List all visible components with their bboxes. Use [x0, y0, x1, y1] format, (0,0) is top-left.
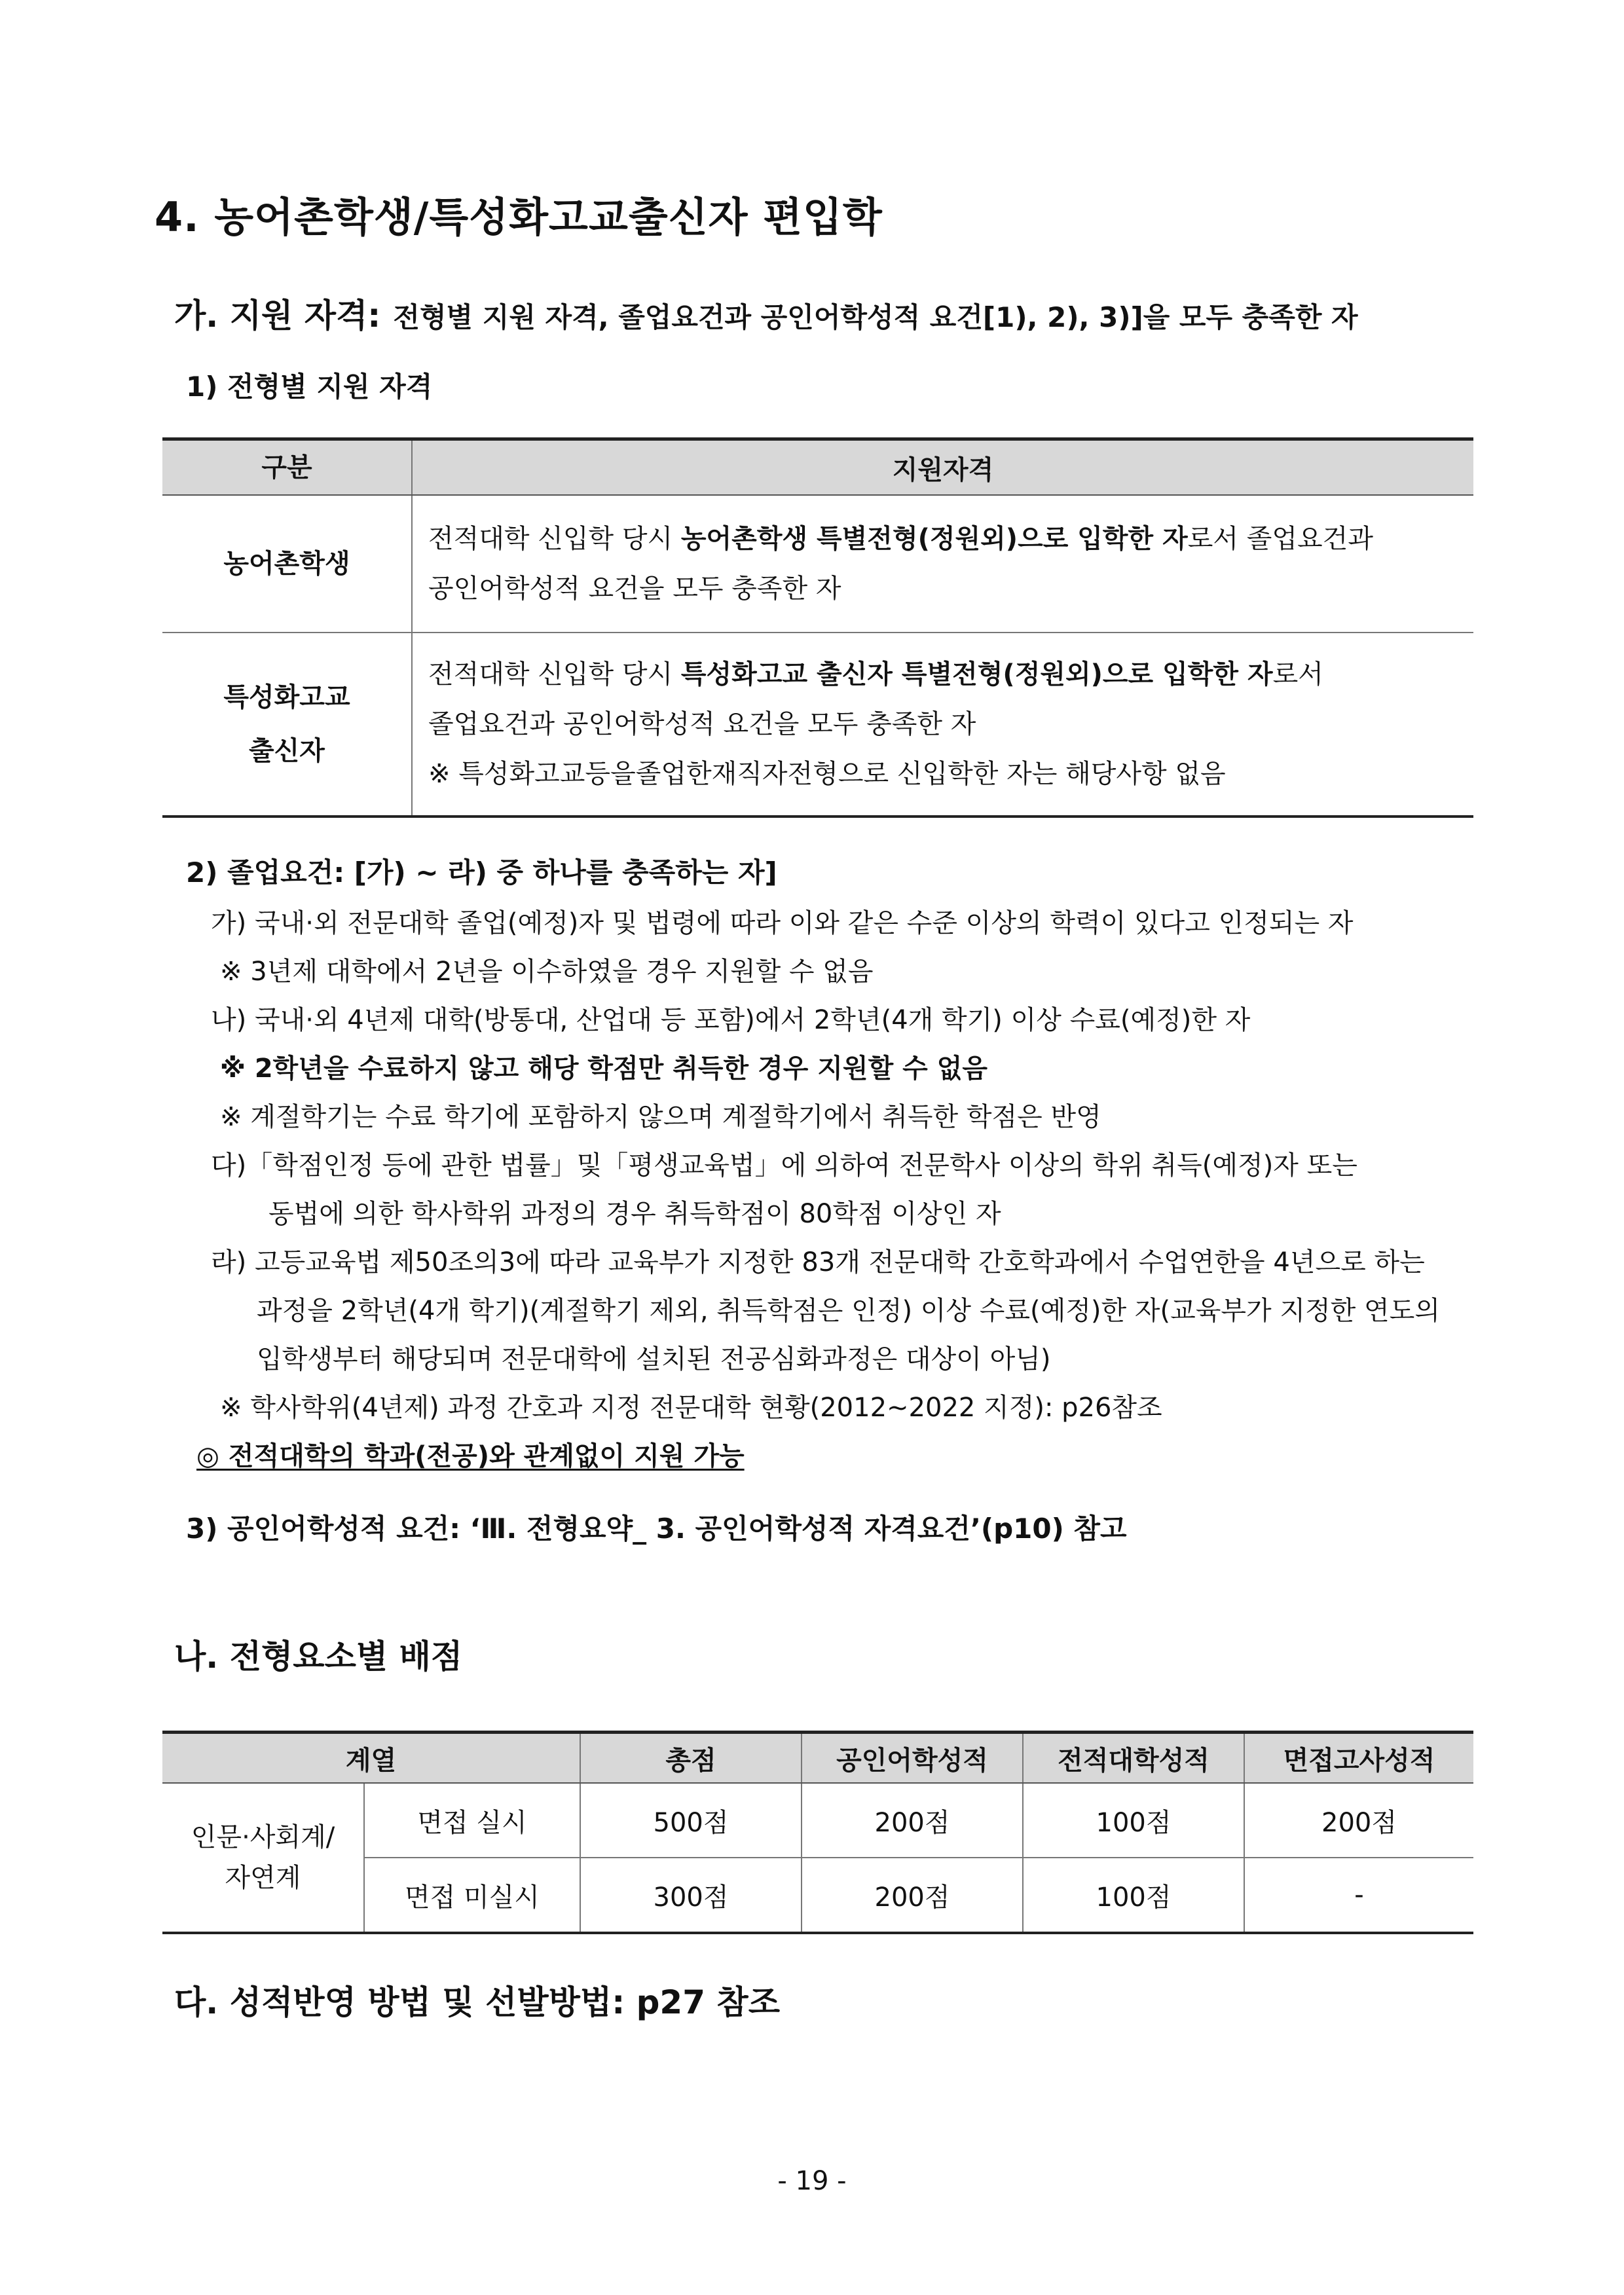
- text: 로서: [1272, 659, 1323, 689]
- bold-text: 농어촌학생 특별전형(정원외)으로 입학한 자: [680, 524, 1188, 554]
- cell-total: 500점: [580, 1783, 802, 1858]
- cell-total: 300점: [580, 1858, 802, 1933]
- req-line: 나) 국내·외 4년제 대학(방통대, 산업대 등 포함)에서 2학년(4개 학기) 이상 수료(예정)한 자: [211, 1005, 1251, 1035]
- sub1-heading: 1) 전형별 지원 자격: [186, 371, 433, 403]
- sub3-heading: 3) 공인어학성적 요건: ‘Ⅲ. 전형요약_ 3. 공인어학성적 자격요건’(p10) 참고: [186, 1513, 1127, 1545]
- table-row: [162, 1783, 1473, 1858]
- table-row: [162, 633, 1473, 817]
- page-title: 4. 농어촌학생/특성화고교출신자 편입학: [155, 193, 883, 241]
- bold-text: 특성화고교 출신자 특별전형(정원외)으로 입학한 자: [680, 659, 1273, 689]
- section-na-heading: 나. 전형요소별 배점: [174, 1638, 463, 1676]
- row-eligibility-vocational: [412, 633, 1473, 817]
- req-note: ※ 학사학위(4년제) 과정 간호과 지정 전문대학 현황(2012~2022 지정): p26참조: [220, 1393, 1162, 1423]
- section-da-heading: 다. 성적반영 방법 및 선발방법: p27 참조: [174, 1983, 781, 2021]
- row-eligibility-rural: [412, 495, 1473, 633]
- table-header-total: 총점: [580, 1733, 802, 1784]
- row-category-rural: 농어촌학생: [162, 495, 412, 633]
- req-note: ※ 3년제 대학에서 2년을 이수하였을 경우 지원할 수 없음: [220, 957, 874, 987]
- cell-language: 200점: [802, 1858, 1023, 1933]
- req-note: ※ 계절학기는 수료 학기에 포함하지 않으며 계절학기에서 취득한 학점은 반영: [220, 1102, 1101, 1132]
- category-line: 특성화고교: [223, 682, 350, 712]
- section-ga-heading: [174, 289, 1358, 337]
- scoring-table: [162, 1731, 1473, 1934]
- eligibility-line: [428, 514, 1460, 564]
- req-highlight: ◎ 전적대학의 학과(전공)와 관계없이 지원 가능: [196, 1441, 745, 1471]
- req-line-cont: 과정을 2학년(4개 학기)(계절학기 제외, 취득학점은 인정) 이상 수료(예정)한 자(교육부가 지정한 연도의: [257, 1296, 1440, 1326]
- table-header-category: 구분: [162, 439, 412, 496]
- section-ga-description: 전형별 지원 자격, 졸업요건과 공인어학성적 요건[1), 2), 3)]을 모두 충족한 자: [393, 301, 1358, 333]
- req-line: 라) 고등교육법 제50조의3에 따라 교육부가 지정한 83개 전문대학 간호학과에서 수업연한을 4년으로 하는: [211, 1247, 1425, 1277]
- text: 전적대학 신입학 당시: [428, 659, 681, 689]
- section-ga-label: 가. 지원 자격:: [174, 297, 381, 335]
- table-header-language: 공인어학성적: [802, 1733, 1023, 1784]
- text: 로서 졸업요건과: [1187, 524, 1373, 554]
- req-line: 가) 국내·외 전문대학 졸업(예정)자 및 법령에 따라 이와 같은 수준 이상의 학력이 있다고 인정되는 자: [211, 908, 1354, 938]
- eligibility-line: 공인어학성적 요건을 모두 충족한 자: [428, 574, 841, 604]
- eligibility-line: [428, 650, 1460, 699]
- table-header-interview: 면접고사성적: [1244, 1733, 1473, 1784]
- cell-interview: 200점: [1244, 1783, 1473, 1858]
- cell-gpa: 100점: [1023, 1783, 1244, 1858]
- cell-interview: -: [1354, 1880, 1364, 1910]
- req-line: 다)「학점인정 등에 관한 법률」및「평생교육법」에 의하여 전문학사 이상의 학위 취득(예정)자 또는: [211, 1150, 1357, 1181]
- req-line-cont: 동법에 의한 학사학위 과정의 경우 취득학점이 80학점 이상인 자: [268, 1199, 1001, 1229]
- req-note-bold: ※ 2학년을 수료하지 않고 해당 학점만 취득한 경우 지원할 수 없음: [220, 1054, 987, 1084]
- eligibility-line: 졸업요건과 공인어학성적 요건을 모두 충족한 자: [428, 709, 976, 739]
- eligibility-table: [162, 437, 1473, 818]
- cell-language: 200점: [802, 1783, 1023, 1858]
- sub2-heading: 2) 졸업요건: [가) ~ 라) 중 하나를 충족하는 자]: [186, 856, 777, 889]
- table-header-gpa: 전적대학성적: [1023, 1733, 1244, 1784]
- cell-type: 면접 미실시: [364, 1858, 580, 1933]
- text: 전적대학 신입학 당시: [428, 524, 681, 554]
- track-group-line: 인문·사회계/: [191, 1822, 335, 1852]
- table-row: [162, 495, 1473, 633]
- track-group-line: 자연계: [225, 1863, 301, 1893]
- row-category-vocational: [162, 633, 412, 817]
- cell-type: 면접 실시: [364, 1783, 580, 1858]
- track-group: [162, 1783, 364, 1933]
- eligibility-note: ※ 특성화고교등을졸업한재직자전형으로 신입학한 자는 해당사항 없음: [428, 759, 1226, 789]
- cell-gpa: 100점: [1023, 1858, 1244, 1933]
- req-line-cont: 입학생부터 해당되며 전문대학에 설치된 전공심화과정은 대상이 아님): [257, 1344, 1051, 1374]
- page-number: - 19 -: [777, 2166, 847, 2196]
- table-header-track: 계열: [162, 1733, 580, 1784]
- category-line: 출신자: [249, 736, 325, 766]
- table-header-eligibility: 지원자격: [412, 439, 1473, 496]
